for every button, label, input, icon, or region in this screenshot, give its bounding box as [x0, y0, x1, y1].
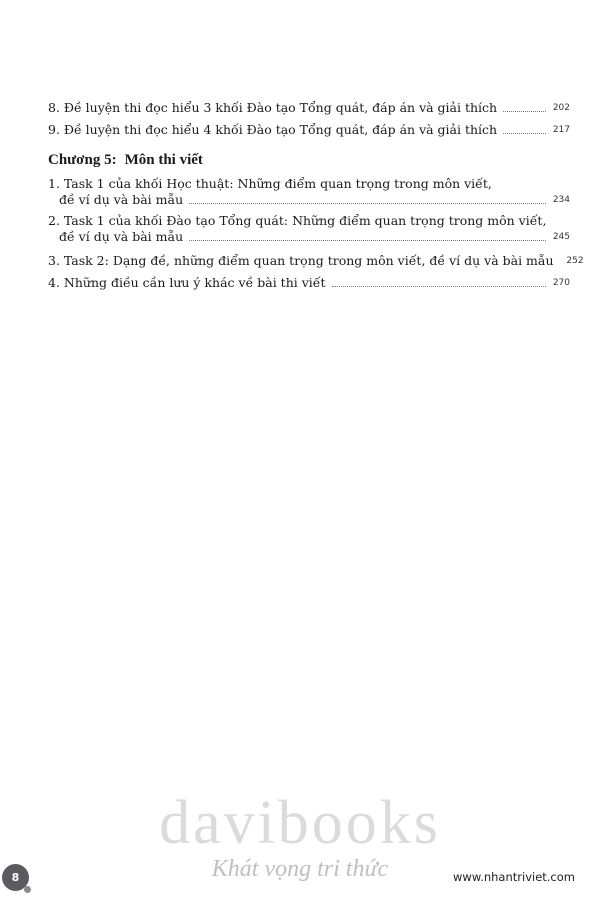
toc-entry-title: 1. Task 1 của khối Học thuật: Những điểm quan trọng trong môn viết, [48, 176, 492, 191]
toc-entry-title-continued: đề ví dụ và bài mẫu [59, 229, 184, 244]
page-number-badge [2, 864, 29, 891]
dot-leader [189, 240, 546, 241]
toc-entry-task1-academic[interactable] [48, 176, 570, 208]
toc-page-number: 202 [552, 103, 570, 113]
toc-entry-title-continued: đề ví dụ và bài mẫu [59, 192, 184, 207]
toc-entry-task2[interactable] [48, 253, 584, 269]
chapter-heading [48, 152, 203, 169]
badge-dot-icon [24, 886, 31, 893]
toc-entry-task1-general[interactable] [48, 213, 570, 245]
toc-entry-title: 3. Task 2: Dạng đề, những điểm quan trọng trong môn viết, đề ví dụ và bài mẫu [48, 253, 554, 268]
page-number: 8 [11, 871, 20, 884]
toc-page-number: 270 [552, 278, 570, 288]
dot-leader [332, 286, 547, 287]
chapter-label: Chương 5: [48, 152, 117, 168]
toc-entry-notes[interactable] [48, 275, 570, 291]
publisher-website: www.nhantriviet.com [453, 870, 575, 884]
chapter-title: Môn thi viết [124, 152, 203, 168]
toc-page-number: 234 [552, 195, 570, 205]
dot-leader [503, 111, 546, 112]
toc-entry-title: 9. Đề luyện thi đọc hiểu 4 khối Đào tạo Tổng quát, đáp án và giải thích [48, 122, 498, 137]
dot-leader [189, 203, 546, 204]
toc-page-number: 217 [552, 125, 570, 135]
watermark-logo: davibooks [159, 789, 441, 857]
toc-entry-title: 2. Task 1 của khối Đào tạo Tổng quát: Những điểm quan trọng trong môn viết, [48, 213, 547, 228]
toc-entry-title: 8. Đề luyện thi đọc hiểu 3 khối Đào tạo Tổng quát, đáp án và giải thích [48, 100, 498, 115]
dot-leader [503, 133, 546, 134]
toc-entry-8[interactable] [48, 100, 570, 116]
toc-entry-9[interactable] [48, 122, 570, 138]
toc-entry-title: 4. Những điều cần lưu ý khác về bài thi viết [48, 275, 326, 290]
watermark-slogan: Khát vọng tri thức [211, 856, 389, 882]
toc-page-number: 245 [552, 232, 570, 242]
toc-page-number: 252 [566, 256, 584, 266]
